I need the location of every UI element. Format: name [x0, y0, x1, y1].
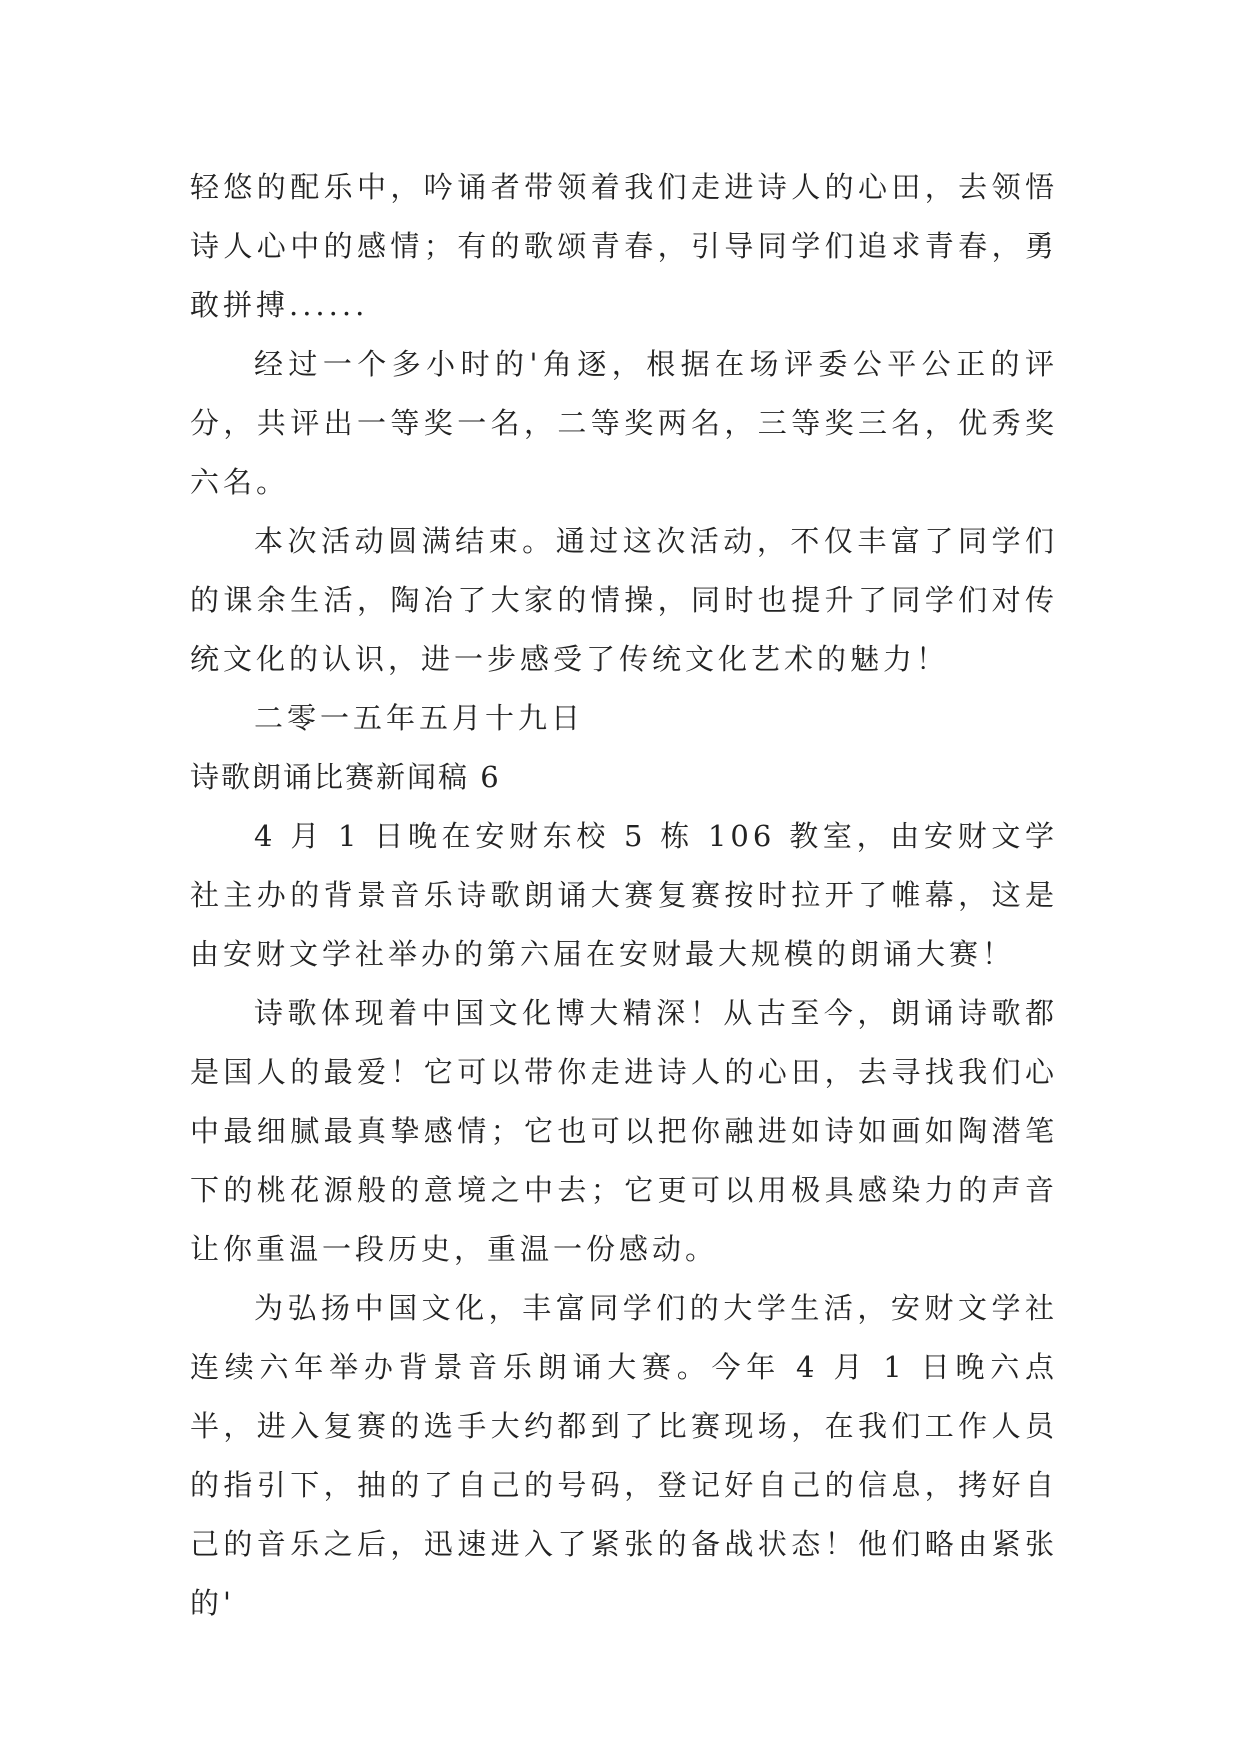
date-line: 二零一五年五月十九日 [254, 701, 585, 735]
paragraph-7: 为弘扬中国文化，丰富同学们的大学生活，安财文学社连续六年举办背景音乐朗诵大赛。今年 4 月 1 日晚六点半，进入复赛的选手大约都到了比赛现场，在我们工作人员的指引下，抽的了自己的号码，登记好自己的信息，拷好自己的音乐之后，迅速进入了紧张的备战状态！他们略由紧张的' [190, 1291, 1058, 1620]
paragraph-6: 诗歌体现着中国文化博大精深！从古至今，朗诵诗歌都是国人的最爱！它可以带你走进诗人的心田，去寻找我们心中最细腻最真挚感情；它也可以把你融进如诗如画如陶潜笔下的桃花源般的意境之中去；它更可以用极具感染力的声音让你重温一段历史，重温一份感动。 [190, 996, 1058, 1266]
paragraph-5: 4 月 1 日晚在安财东校 5 栋 106 教室，由安财文学社主办的背景音乐诗歌朗诵大赛复赛按时拉开了帷幕，这是由安财文学社举办的第六届在安财最大规模的朗诵大赛！ [190, 819, 1058, 971]
paragraph-2: 经过一个多小时的'角逐，根据在场评委公平公正的评分，共评出一等奖一名，二等奖两名，三等奖三名，优秀奖六名。 [190, 347, 1058, 499]
paragraph-3: 本次活动圆满结束。通过这次活动，不仅丰富了同学们的课余生活，陶冶了大家的情操，同时也提升了同学们对传统文化的认识，进一步感受了传统文化艺术的魅力！ [190, 524, 1058, 676]
document-body [190, 158, 1058, 1633]
article-title: 诗歌朗诵比赛新闻稿 6 [190, 760, 501, 794]
paragraph-1: 轻悠的配乐中，吟诵者带领着我们走进诗人的心田，去领悟诗人心中的感情；有的歌颂青春，引导同学们追求青春，勇敢拼搏...... [190, 170, 1058, 322]
